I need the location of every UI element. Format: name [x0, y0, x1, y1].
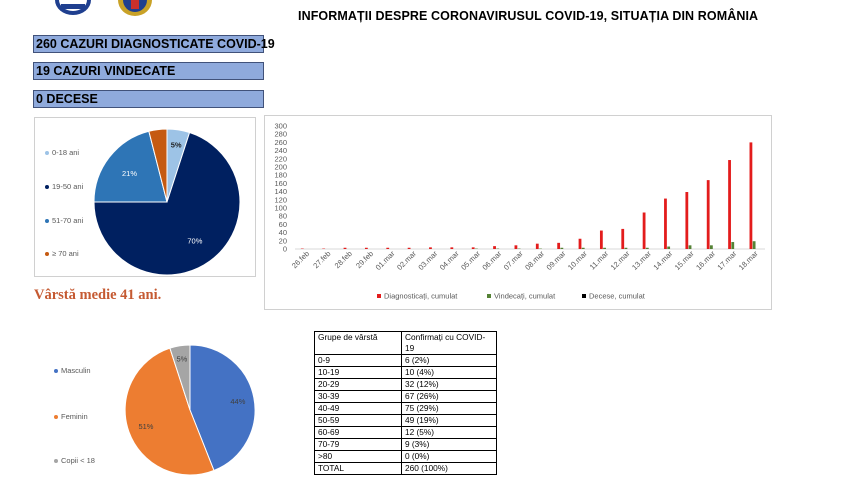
- bar-diagnostica-i-cumulat-12-mar: [621, 229, 624, 249]
- y-tick-label: 300: [274, 121, 287, 131]
- x-tick-label: 12.mar: [608, 249, 632, 272]
- age-group-cell: 70-79: [315, 439, 402, 451]
- confirmed-cell: 6 (2%): [402, 355, 497, 367]
- x-tick-label: 03.mar: [416, 249, 440, 272]
- bar-diagnostica-i-cumulat-16-mar: [707, 180, 710, 249]
- table-row: [315, 355, 497, 367]
- y-tick-label: 200: [274, 162, 287, 172]
- x-tick-label: 14.mar: [651, 249, 675, 272]
- x-tick-label: 08.mar: [523, 249, 547, 272]
- bar-vindeca-i-cumulat-12-mar: [625, 248, 628, 249]
- y-tick-label: 240: [274, 146, 287, 156]
- confirmed-cell: 67 (26%): [402, 391, 497, 403]
- gender-pie-chart: [34, 336, 264, 486]
- age-group-cell: 40-49: [315, 403, 402, 415]
- bar-diagnostica-i-cumulat-06-mar: [493, 246, 496, 249]
- bar-diagnostica-i-cumulat-04-mar: [450, 247, 453, 249]
- recovered-count-box: 19 CAZURI VINDECATE: [33, 62, 264, 80]
- table-row: [315, 379, 497, 391]
- x-tick-label: 17.mar: [715, 249, 739, 272]
- age-group-cell: 20-29: [315, 379, 402, 391]
- table-row: [315, 403, 497, 415]
- bar-diagnostica-i-cumulat-29-feb: [365, 248, 368, 249]
- median-age-text: Vârstă medie 41 ani.: [34, 287, 162, 303]
- x-tick-label: 15.mar: [672, 249, 696, 272]
- bar-diagnostica-i-cumulat-14-mar: [664, 199, 667, 249]
- bar-diagnostica-i-cumulat-17-mar: [728, 160, 731, 249]
- y-tick-label: 120: [274, 195, 287, 205]
- y-tick-label: 80: [278, 211, 287, 221]
- y-tick-label: 20: [278, 236, 287, 246]
- bar-diagnostica-i-cumulat-01-mar: [386, 248, 389, 249]
- y-tick-label: 140: [274, 187, 287, 197]
- confirmed-cell: Confirmați cu COVID-19: [402, 332, 497, 355]
- bar-diagnostica-i-cumulat-05-mar: [472, 247, 475, 249]
- cumulative-cases-bar-chart: [265, 116, 773, 311]
- table-row: [315, 427, 497, 439]
- age-group-cell: 30-39: [315, 391, 402, 403]
- bar-vindeca-i-cumulat-15-mar: [689, 245, 692, 249]
- pie-label-51-70-ani: 21%: [122, 168, 138, 178]
- page-title: INFORMAȚII DESPRE CORONAVIRUSUL COVID-19, SITUAȚIA DIN ROMÂNIA: [298, 9, 759, 23]
- y-tick-label: 220: [274, 154, 287, 164]
- pie-label-feminin: 51%: [138, 421, 154, 431]
- deaths-count-box: 0 DECESE: [33, 90, 264, 108]
- x-tick-label: 18.mar: [736, 249, 760, 272]
- legend-label: Vindecați, cumulat: [494, 291, 556, 301]
- age-group-cell: 10-19: [315, 367, 402, 379]
- x-tick-label: 07.mar: [501, 249, 525, 272]
- legend-label: Feminin: [61, 412, 88, 421]
- pie-label-70-ani: 4%: [154, 140, 166, 150]
- bar-vindeca-i-cumulat-17-mar: [731, 242, 734, 249]
- legend-label: Diagnosticați, cumulat: [384, 291, 458, 301]
- confirmed-cell: 10 (4%): [402, 367, 497, 379]
- x-tick-label: 26.feb: [289, 249, 312, 271]
- bar-vindeca-i-cumulat-16-mar: [710, 245, 713, 249]
- age-group-cell: TOTAL: [315, 463, 402, 475]
- x-tick-label: 28.feb: [332, 249, 354, 271]
- legend-item-decese-cumulat: [582, 292, 646, 301]
- y-tick-label: 0: [282, 244, 287, 254]
- bar-diagnostica-i-cumulat-08-mar: [536, 244, 539, 249]
- x-tick-label: 04.mar: [437, 249, 461, 272]
- bar-diagnostica-i-cumulat-10-mar: [579, 239, 582, 249]
- table-row: [315, 451, 497, 463]
- x-tick-label: 10.mar: [565, 249, 589, 272]
- legend-label: 0-18 ani: [52, 148, 80, 157]
- x-tick-label: 05.mar: [459, 249, 483, 272]
- bar-diagnostica-i-cumulat-13-mar: [643, 213, 646, 249]
- legend-label: Masculin: [61, 366, 91, 375]
- legend-swatch: [487, 294, 491, 298]
- y-tick-label: 40: [278, 228, 287, 238]
- age-group-table: [314, 331, 497, 475]
- ministry-crest-logo: [115, 0, 155, 16]
- table-header-row: [315, 332, 497, 355]
- bar-vindeca-i-cumulat-14-mar: [667, 247, 670, 249]
- x-tick-label: 09.mar: [544, 249, 568, 272]
- x-tick-label: 01.mar: [373, 249, 397, 272]
- x-tick-label: 06.mar: [480, 249, 504, 272]
- pie-label-copii-18: 5%: [176, 354, 188, 364]
- legend-swatch: [582, 294, 586, 298]
- y-tick-label: 280: [274, 129, 287, 139]
- legend-label: 19-50 ani: [52, 182, 84, 191]
- table-row: [315, 439, 497, 451]
- age-group-cell: 0-9: [315, 355, 402, 367]
- y-tick-label: 260: [274, 137, 287, 147]
- y-tick-label: 60: [278, 219, 287, 229]
- bar-diagnostica-i-cumulat-03-mar: [429, 247, 432, 249]
- confirmed-cell: 49 (19%): [402, 415, 497, 427]
- legend-label: 51-70 ani: [52, 216, 84, 225]
- confirmed-cell: 0 (0%): [402, 451, 497, 463]
- legend-item-vindeca-i-cumulat: [487, 292, 556, 301]
- pie-label-masculin: 44%: [230, 396, 246, 406]
- pie-label-0-18-ani: 5%: [170, 140, 182, 150]
- table-row: [315, 391, 497, 403]
- age-pie-panel: [34, 117, 256, 277]
- confirmed-cell: 260 (100%): [402, 463, 497, 475]
- legend-swatch: [377, 294, 381, 298]
- age-group-cell: >80: [315, 451, 402, 463]
- legend-label: ≥ 70 ani: [52, 249, 79, 258]
- bar-diagnostica-i-cumulat-07-mar: [515, 245, 518, 249]
- bar-diagnostica-i-cumulat-15-mar: [685, 192, 688, 249]
- age-group-cell: Grupe de vârstă: [315, 332, 402, 355]
- bar-diagnostica-i-cumulat-11-mar: [600, 231, 603, 249]
- cumulative-cases-panel: [264, 115, 772, 310]
- confirmed-cell: 9 (3%): [402, 439, 497, 451]
- age-group-cell: 50-59: [315, 415, 402, 427]
- government-logo: [53, 0, 93, 16]
- x-tick-label: 02.mar: [395, 249, 418, 272]
- confirmed-cell: 12 (5%): [402, 427, 497, 439]
- table-row: [315, 415, 497, 427]
- legend-item-diagnostica-i-cumulat: [377, 292, 458, 301]
- bar-vindeca-i-cumulat-18-mar: [753, 241, 756, 249]
- x-tick-label: 27.feb: [311, 249, 333, 271]
- bar-diagnostica-i-cumulat-02-mar: [408, 248, 411, 249]
- legend-label: Decese, cumulat: [589, 291, 645, 301]
- bar-vindeca-i-cumulat-13-mar: [646, 248, 649, 249]
- x-tick-label: 29.feb: [354, 249, 376, 271]
- bar-diagnostica-i-cumulat-18-mar: [750, 142, 753, 249]
- table-row: [315, 463, 497, 475]
- bar-diagnostica-i-cumulat-09-mar: [557, 243, 560, 249]
- x-tick-label: 11.mar: [587, 249, 611, 272]
- age-pie-chart: [35, 118, 257, 278]
- diagnosed-count-box: 260 CAZURI DIAGNOSTICATE COVID-19: [33, 35, 264, 53]
- y-tick-label: 180: [274, 170, 287, 180]
- x-tick-label: 13.mar: [630, 249, 653, 272]
- pie-label-19-50-ani: 70%: [187, 236, 203, 246]
- gender-pie-panel: [34, 336, 264, 486]
- bar-diagnostica-i-cumulat-28-feb: [344, 248, 347, 249]
- legend-label: Copii < 18: [61, 456, 95, 465]
- age-group-cell: 60-69: [315, 427, 402, 439]
- confirmed-cell: 75 (29%): [402, 403, 497, 415]
- y-tick-label: 160: [274, 178, 287, 188]
- y-tick-label: 100: [274, 203, 287, 213]
- x-tick-label: 16.mar: [694, 249, 718, 272]
- table-row: [315, 367, 497, 379]
- confirmed-cell: 32 (12%): [402, 379, 497, 391]
